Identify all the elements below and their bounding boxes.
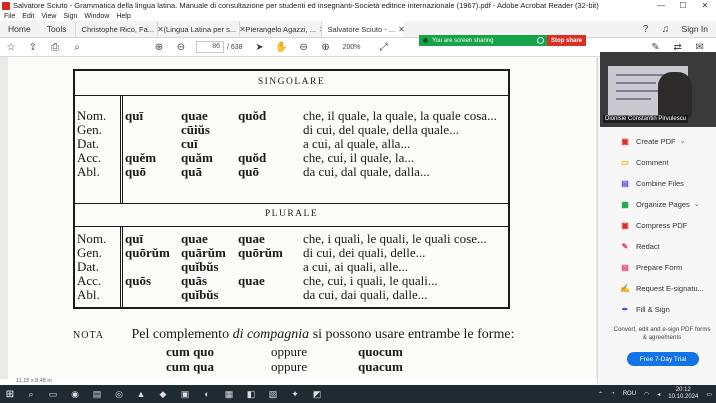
case-label: Abl.	[77, 164, 100, 179]
document-tab[interactable]	[157, 21, 246, 37]
case-label: Nom.	[77, 108, 107, 123]
form-or: oppure	[271, 359, 308, 374]
table-row	[75, 137, 508, 151]
tool-label: Compress PDF	[636, 220, 688, 230]
masc-form: quĕm	[125, 150, 157, 165]
menu-view[interactable]: View	[41, 12, 57, 20]
network-icon[interactable]: ◔	[611, 391, 615, 397]
plurale-header: PLURALE	[264, 209, 319, 219]
tool-label: Create PDF	[636, 136, 676, 146]
menu-file[interactable]: File	[4, 12, 16, 20]
case-label: Abl.	[77, 287, 100, 302]
hand-tool-icon[interactable]: ✋	[275, 41, 288, 53]
language-indicator[interactable]: ROU	[622, 391, 637, 397]
taskbar	[0, 385, 716, 403]
app-icon[interactable]: ◧	[246, 388, 256, 399]
neut-form: quŏd	[238, 150, 267, 165]
edge-icon[interactable]: ◉	[71, 388, 79, 399]
masc-form: quōs	[125, 273, 152, 288]
neut-form: quae	[238, 231, 265, 246]
table-row	[75, 109, 508, 123]
request-esign-icon: ✍	[620, 283, 630, 293]
divider	[75, 226, 508, 227]
sign-in-button[interactable]: Sign In	[681, 24, 708, 34]
free-trial-button[interactable]: Free 7-Day Trial	[627, 352, 699, 366]
select-cursor-icon[interactable]: ➤	[255, 41, 264, 53]
form-c: quocum	[358, 344, 403, 359]
nota-italic-text: di compagnia	[232, 327, 310, 342]
minimize-button[interactable]: —	[657, 1, 665, 10]
video-overlay[interactable]	[600, 52, 716, 127]
document-tab-active[interactable]	[321, 21, 403, 37]
document-tab-label: Pierangelo Agazzi, ...	[245, 24, 316, 34]
date: 10.10.2024	[668, 394, 699, 400]
form-or: oppure	[271, 344, 308, 359]
comment-icon: ▭	[621, 157, 629, 167]
system-tray	[594, 387, 716, 401]
tab-tools[interactable]: Tools	[46, 24, 67, 34]
close-tab-icon[interactable]: ✕	[239, 24, 246, 34]
document-tab-label: Christophe Rico, Fa...	[81, 24, 155, 34]
neut-form: quŏd	[238, 108, 267, 123]
tool-label: Combine Files	[636, 178, 684, 188]
table-row	[75, 151, 508, 165]
masc-form: quī	[125, 108, 144, 123]
tool-compress-pdf[interactable]	[620, 218, 716, 232]
case-label: Gen.	[77, 122, 102, 137]
chevron-down-icon[interactable]: ⌄	[679, 138, 686, 145]
email-icon[interactable]: ✉	[695, 41, 704, 53]
prepare-form-icon: ▤	[621, 262, 629, 272]
title-bar	[0, 0, 716, 11]
acrobat-app-icon	[2, 2, 10, 10]
fem-form: quae	[181, 108, 208, 123]
upload-icon[interactable]: ⇪	[28, 41, 38, 53]
tool-redact[interactable]	[620, 239, 716, 253]
app-icon[interactable]: ◆	[159, 388, 167, 399]
chrome-icon[interactable]: ◎	[115, 388, 123, 399]
search-icon[interactable]: ⌕	[28, 388, 34, 399]
case-label: Acc.	[77, 273, 102, 288]
form-a: cum quo	[166, 344, 215, 359]
table-row	[75, 246, 508, 260]
tool-comment[interactable]	[620, 155, 716, 169]
document-view[interactable]	[0, 57, 597, 379]
translation: che, il quale, la quale, la quale cosa...	[303, 108, 497, 123]
fem-form: quĭbŭs	[181, 259, 219, 274]
masc-form: quōrŭm	[125, 245, 170, 260]
windows-start-icon[interactable]: ⊞	[5, 388, 15, 400]
pdf-page	[8, 57, 596, 387]
share-icon[interactable]: ⇄	[673, 41, 682, 53]
masc-form: quō	[125, 164, 146, 179]
volume-icon[interactable]: ◂	[657, 391, 661, 398]
nota-text: si possono usare entrambe le forme:	[312, 327, 515, 342]
maximize-button[interactable]: ☐	[679, 1, 687, 10]
zoom-level-select[interactable]: 200%	[342, 43, 361, 51]
menu-bar	[0, 11, 716, 21]
app-icon[interactable]: ▦	[224, 388, 234, 399]
tool-label: Request E-signatu...	[636, 283, 704, 293]
nota-text: Pel complemento	[131, 327, 230, 342]
combine-files-icon: ▤	[621, 178, 629, 188]
stop-share-button[interactable]: Stop share	[547, 35, 586, 46]
divider	[75, 203, 508, 204]
sharing-options-icon[interactable]	[537, 37, 544, 44]
menu-help[interactable]: Help	[116, 12, 131, 20]
nota-label: NOTA	[73, 330, 104, 341]
page-total: / 638	[227, 43, 243, 51]
neut-form: quae	[238, 273, 265, 288]
divider	[75, 95, 508, 96]
translation: di cui, dei quali, delle...	[303, 245, 426, 260]
clock[interactable]	[668, 387, 698, 401]
fem-form: quae	[181, 231, 208, 246]
fem-form: cuī	[181, 136, 198, 151]
fill-sign-icon: ✒	[621, 304, 629, 314]
chevron-up-icon[interactable]: ⌃	[598, 391, 604, 398]
neut-form: quōrŭm	[238, 245, 283, 260]
app-icon[interactable]: ▣	[180, 388, 190, 399]
acrobat-taskbar-icon[interactable]: ✦	[291, 388, 299, 399]
tool-fill-sign[interactable]	[620, 302, 716, 316]
notifications-icon[interactable]: ▭	[706, 391, 712, 398]
wifi-icon[interactable]: ◠	[644, 391, 650, 398]
fem-form: cūiŭs	[181, 122, 210, 137]
table-row	[75, 232, 508, 246]
table-row	[75, 260, 508, 274]
sharing-indicator-icon	[423, 38, 428, 43]
translation: da cui, dal quale, dalla...	[303, 164, 430, 179]
chevron-down-icon[interactable]: ⌄	[693, 201, 700, 208]
tool-create-pdf[interactable]	[620, 134, 716, 148]
file-explorer-icon[interactable]: ▤	[92, 388, 102, 399]
next-page-icon[interactable]: ⊖	[176, 41, 186, 53]
app-icon[interactable]: ◩	[312, 388, 322, 399]
translation: che, i quali, le quali, le quali cose...	[303, 231, 487, 246]
table-row	[75, 123, 508, 137]
screen-sharing-banner	[419, 35, 586, 46]
fem-form: quā	[181, 164, 202, 179]
sharing-message: You are screen sharing	[432, 37, 494, 44]
table-row	[75, 165, 508, 179]
translation: a cui, al quale, alla...	[303, 136, 411, 151]
document-tab[interactable]	[75, 21, 164, 37]
neut-form: quō	[238, 164, 259, 179]
document-tab-label: (Lingua Latina per s...	[163, 24, 237, 34]
fem-form: quās	[181, 273, 208, 288]
participant-video	[658, 72, 692, 118]
nota-paragraph	[73, 327, 514, 344]
notifications-icon[interactable]: ♫	[661, 23, 670, 35]
singolare-header: SINGOLARE	[257, 77, 326, 87]
document-tab-label: Salvatore Sciuto - ...	[327, 24, 396, 34]
save-icon[interactable]: ☆	[6, 41, 16, 53]
task-view-icon[interactable]: ▭	[48, 388, 58, 399]
translation: che, cui, i quali, le quali...	[303, 273, 438, 288]
app-icon[interactable]: ◐	[204, 389, 210, 399]
menu-edit[interactable]: Edit	[22, 12, 35, 20]
page-number-input[interactable]: 86	[196, 41, 224, 53]
tool-prepare-form[interactable]	[620, 260, 716, 274]
document-tab[interactable]	[239, 21, 321, 37]
organize-pages-icon: ▦	[621, 199, 629, 209]
masc-form: quī	[125, 231, 144, 246]
table-row	[75, 274, 508, 288]
search-icon[interactable]: ⌕	[74, 41, 80, 53]
app-icon[interactable]: ▧	[268, 388, 278, 399]
form-a: cum qua	[166, 359, 215, 374]
tool-label: Prepare Form	[636, 262, 683, 272]
zoom-in-icon[interactable]: ⊕	[321, 41, 330, 53]
menu-window[interactable]: Window	[84, 12, 110, 20]
tool-label: Comment	[636, 157, 669, 167]
time: 20:12	[675, 387, 691, 393]
translation: a cui, ai quali, alle...	[303, 259, 409, 274]
case-label: Gen.	[77, 245, 102, 260]
tab-home[interactable]: Home	[8, 24, 31, 34]
zoom-out-icon[interactable]: ⊖	[299, 41, 308, 53]
table-row	[75, 288, 508, 302]
tool-label: Redact	[636, 241, 660, 251]
fem-form: quăm	[181, 150, 213, 165]
pronoun-declension-table	[73, 69, 510, 309]
close-button[interactable]: ✕	[701, 1, 709, 10]
page-size: 11,15 x 8,48 in	[16, 378, 52, 384]
redact-icon: ✎	[621, 241, 629, 251]
case-label: Dat.	[77, 259, 100, 274]
tool-combine-files[interactable]	[620, 176, 716, 190]
fit-page-icon[interactable]: ⤢	[379, 41, 388, 53]
tool-organize-pages[interactable]	[620, 197, 716, 211]
fem-form: quĭbŭs	[181, 287, 219, 302]
tool-label: Fill & Sign	[636, 304, 670, 314]
translation: che, cui, il quale, la...	[303, 150, 415, 165]
tab-bar	[0, 21, 716, 38]
menu-sign[interactable]: Sign	[63, 12, 78, 20]
participant-name: Dionisie Constantin Pirvulescu	[605, 116, 687, 122]
create-pdf-icon: ▣	[621, 136, 629, 146]
previous-page-icon[interactable]: ⊕	[154, 41, 164, 53]
translation: di cui, del quale, della quale...	[303, 122, 459, 137]
close-tab-icon[interactable]: ✕	[157, 24, 164, 34]
print-icon[interactable]: ⎙	[51, 41, 59, 53]
fem-form: quārŭm	[181, 245, 226, 260]
translation: da cui, dai quali, dalle...	[303, 287, 428, 302]
help-icon[interactable]: ?	[642, 23, 649, 35]
tool-label: Organize Pages	[636, 199, 690, 209]
tool-request-esign[interactable]	[620, 281, 716, 295]
close-tab-icon[interactable]: ✕	[398, 24, 405, 34]
case-label: Nom.	[77, 231, 107, 246]
case-label: Acc.	[77, 150, 102, 165]
promo-text: Convert, edit and e-sign PDF forms & agreements	[613, 326, 711, 341]
comment-toolbar-icon[interactable]: ✎	[651, 41, 660, 53]
app-icon[interactable]: ▲	[136, 389, 146, 399]
case-label: Dat.	[77, 136, 100, 151]
form-c: quacum	[358, 359, 403, 374]
window-title: Salvatore Sciuto - Grammatica della lingua latina. Manuale di consultazione per studenti ed insegnanti-Società editrice internazionale (1967).pdf - Adobe Acrobat Reader (32-bit)	[13, 1, 599, 10]
compress-pdf-icon: ▣	[621, 220, 629, 230]
